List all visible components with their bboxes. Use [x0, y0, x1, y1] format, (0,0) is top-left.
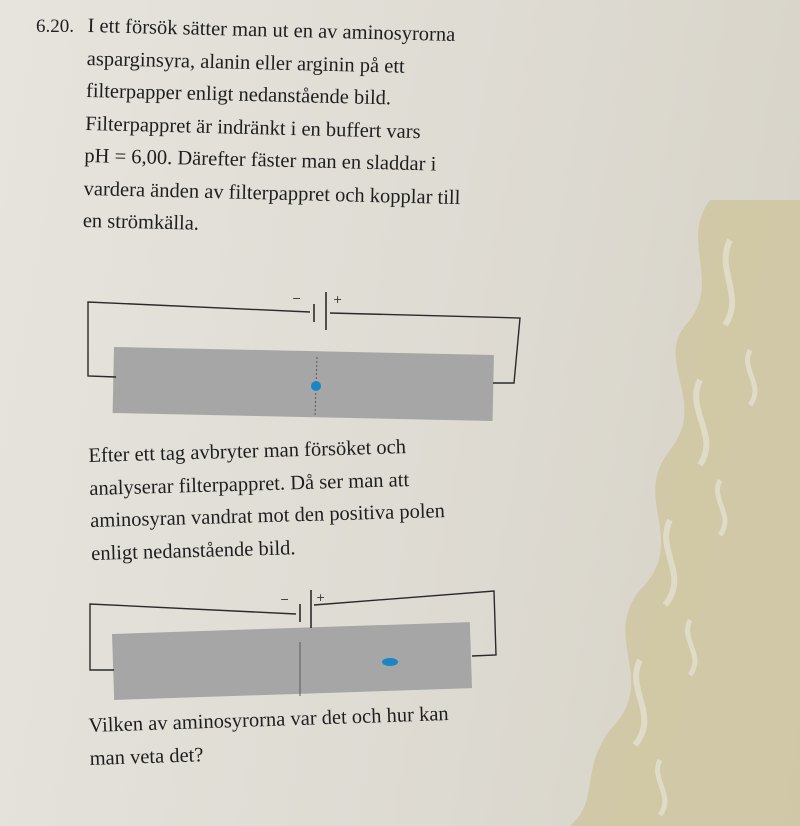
- middle-line: enligt nedanstående bild.: [90, 536, 296, 565]
- middle-text: [88, 429, 471, 570]
- intro-line: en strömkälla.: [82, 209, 200, 235]
- minus-label: −: [280, 593, 290, 606]
- plus-label: +: [333, 293, 343, 306]
- question-line: man veta det?: [89, 743, 204, 770]
- intro-line: Filterpappret är indränkt i en buffert vars: [84, 112, 421, 143]
- intro-line: filterpapper enligt nedanstående bild.: [85, 79, 392, 110]
- plus-label: +: [316, 591, 326, 604]
- question-text: [88, 697, 480, 775]
- middle-line: aminosyran vandrat mot den positiva polen: [89, 500, 446, 532]
- intro-text: [82, 10, 537, 248]
- minus-label: −: [292, 292, 302, 305]
- intro-line: pH = 6,00. Därefter fäster man en sladdar i: [84, 144, 437, 176]
- decorative-pattern: [540, 200, 800, 826]
- problem-number: 6.20.: [36, 16, 74, 37]
- intro-line: asparginsyra, alanin eller arginin på ett: [86, 47, 406, 78]
- middle-line: Efter ett tag avbryter man försöket och: [88, 436, 407, 467]
- intro-line: I ett försök sätter man ut en av aminosyrorna: [87, 14, 456, 46]
- intro-line: vardera änden av filterpappret och kopplar till: [83, 177, 461, 209]
- question-line: Vilken av aminosyrorna var det och hur kan: [88, 703, 449, 737]
- middle-line: analyserar filterpappret. Då ser man att: [89, 468, 410, 500]
